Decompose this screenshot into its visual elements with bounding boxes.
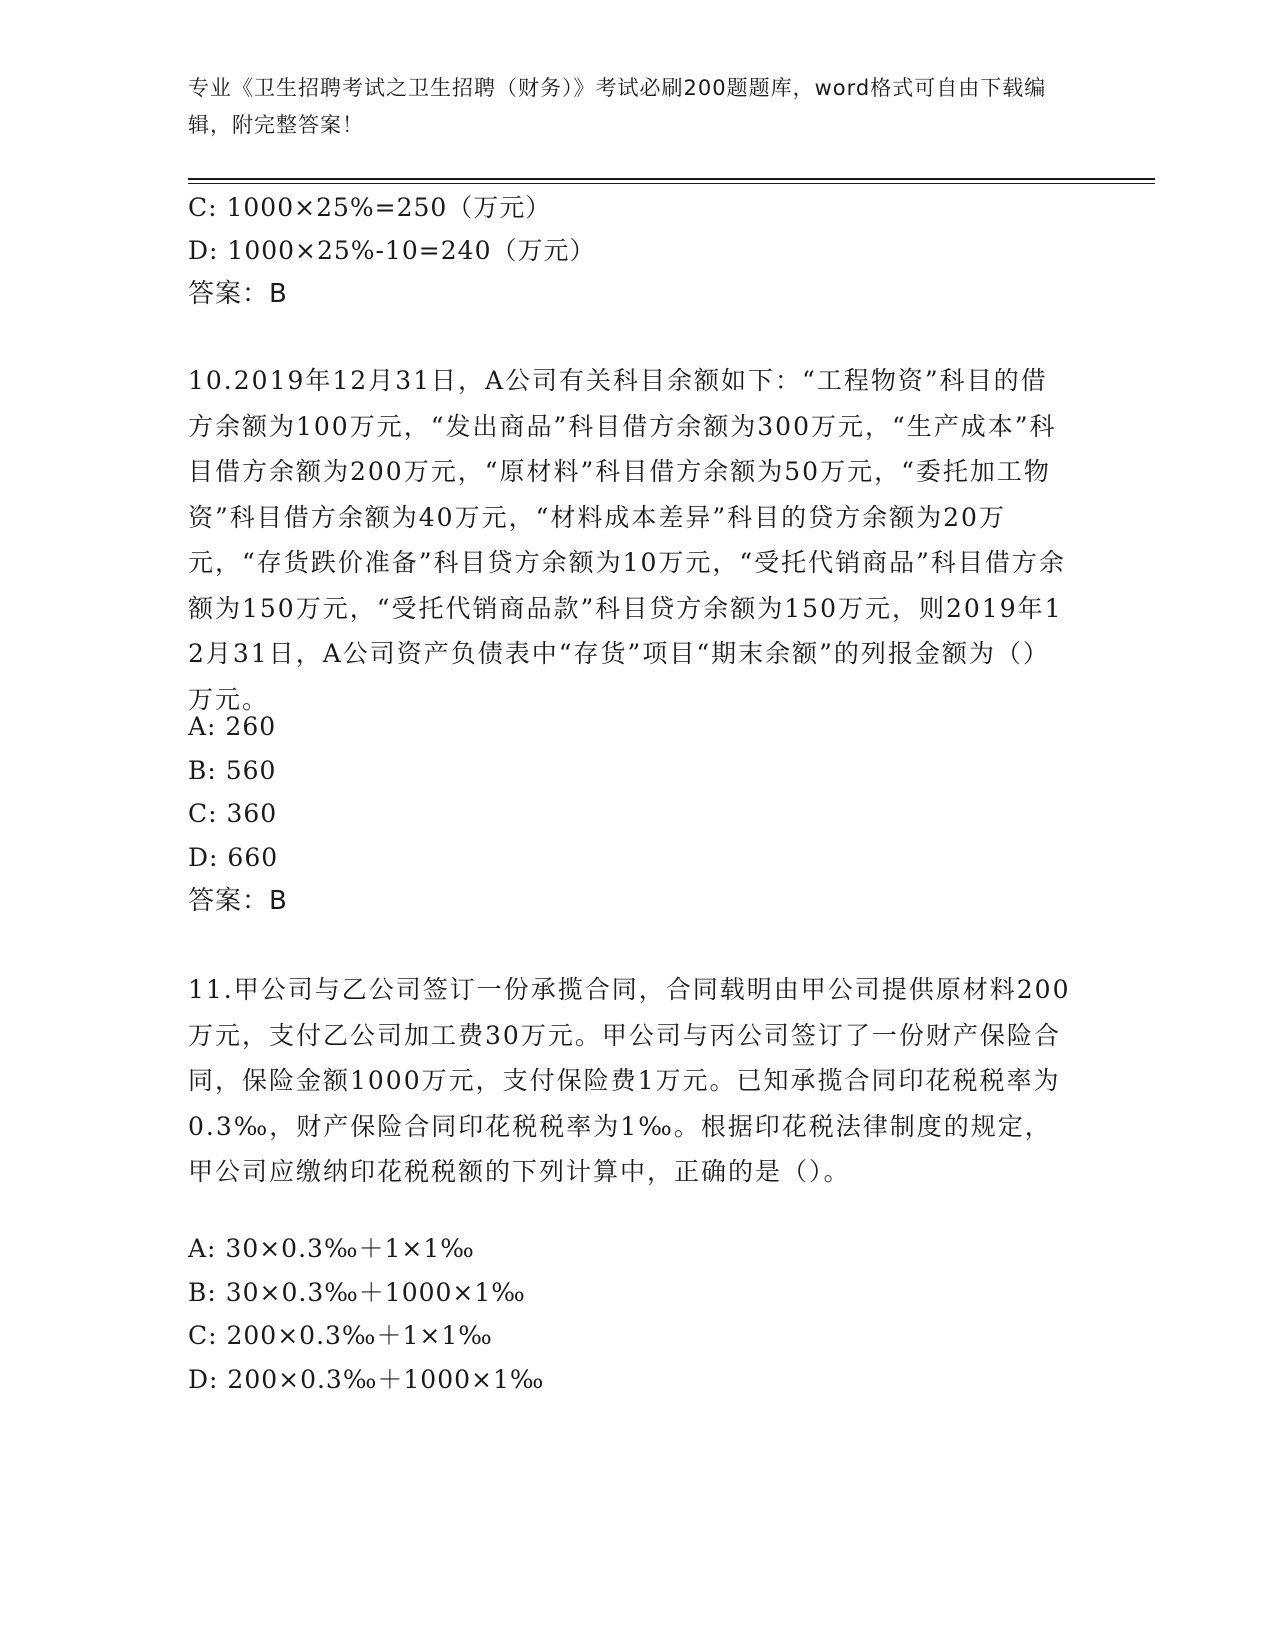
page-header: 专业《卫生招聘考试之卫生招聘（财务）》考试必刷200题题库，word格式可自由下载编辑，附完整答案！ xyxy=(188,76,1047,137)
q10-option-a: A: 260 xyxy=(188,712,277,741)
q11-option-b: B: 30×0.3‰＋1000×1‰ xyxy=(188,1278,526,1307)
q11-option-a: A: 30×0.3‰＋1×1‰ xyxy=(188,1234,475,1263)
header-divider-thin xyxy=(188,183,1155,184)
prev-option-d: D: 1000×25%-10=240（万元） xyxy=(188,236,596,265)
q10-option-c: C: 360 xyxy=(188,799,278,828)
q10-option-d: D: 660 xyxy=(188,843,279,872)
q11-option-c: C: 200×0.3‰＋1×1‰ xyxy=(188,1321,493,1350)
q10-option-b: B: 560 xyxy=(188,756,277,785)
header-divider-thick xyxy=(188,178,1155,180)
q11-option-d: D: 200×0.3‰＋1000×1‰ xyxy=(188,1365,545,1394)
question-10-text: 10.2019年12月31日，A公司有关科目余额如下：“工程物资”科目的借方余额为100万元，“发出商品”科目借方余额为300万元，“生产成本”科目借方余额为200万元，“原材料”科目借方余额为50万元，“委托加工物资”科目借方余额为40万元，“材料成本差异”科目的贷方余额为20万元，“存货跌价准备”科目贷方余额为10万元，“受托代销商品”科目借方余额为150万元，“受托代销商品款”科目贷方余额为150万元，则2019年12月31日，A公司资产负债表中“存货”项目“期末余额”的列报金额为（）万元。 xyxy=(188,366,1066,714)
prev-answer: 答案：B xyxy=(188,279,288,309)
q10-answer: 答案：B xyxy=(188,886,288,916)
question-11-text: 11.甲公司与乙公司签订一份承揽合同，合同载明由甲公司提供原材料200万元，支付乙公司加工费30万元。甲公司与丙公司签订了一份财产保险合同，保险金额1000万元，支付保险费1万元。已知承揽合同印花税税率为0.3‰，财产保险合同印花税税率为1‰。根据印花税法律制度的规定，甲公司应缴纳印花税税额的下列计算中，正确的是（）。 xyxy=(188,975,1071,1186)
prev-option-c: C: 1000×25%=250（万元） xyxy=(188,193,552,222)
